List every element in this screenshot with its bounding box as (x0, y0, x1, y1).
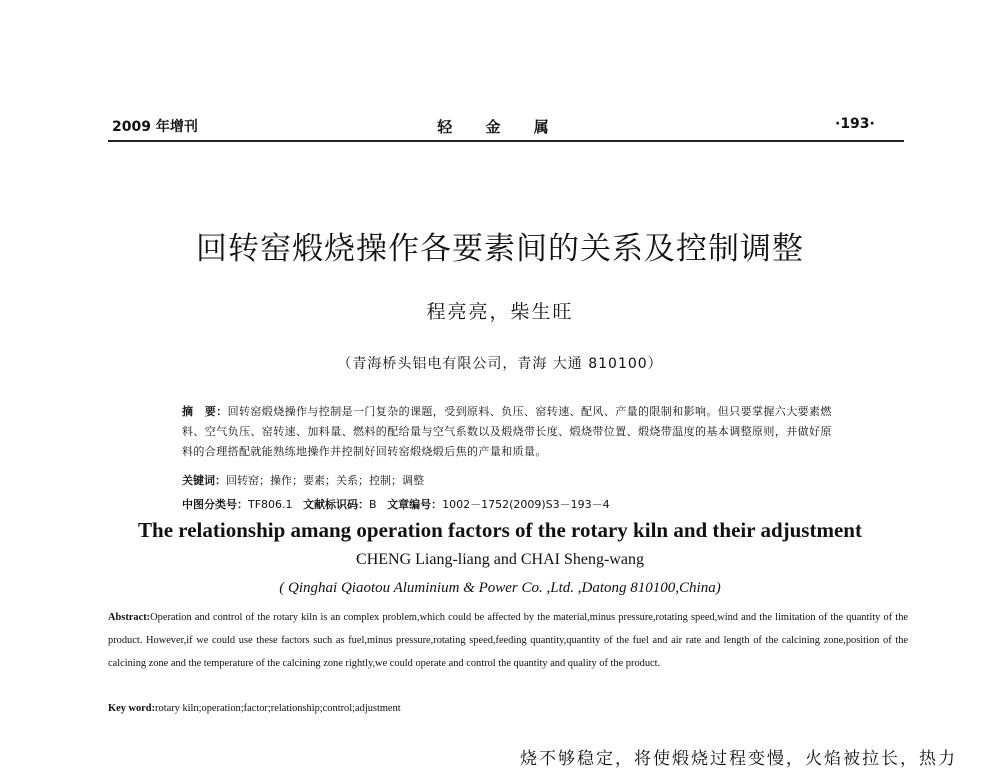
affiliation-chinese: （青海桥头铝电有限公司，青海 大通 810100） (337, 356, 663, 372)
authors-chinese: 程亮亮，柴生旺 (426, 301, 574, 323)
abstract-chinese-label: 摘 要： (182, 405, 228, 418)
classification-line (182, 496, 610, 512)
keywords-english-text: rotary kiln;operation;factor;relationship;control;adjustment (155, 703, 401, 714)
journal-name: 轻 金 属 (437, 118, 563, 136)
keywords-chinese-text: 回转窑；操作；要素；关系；控制；调整 (226, 474, 424, 487)
keywords-chinese (182, 472, 424, 488)
abstract-english (108, 606, 908, 675)
clc-label: 中图分类号： (182, 498, 248, 511)
journal-issue: 2009 年增刊 (112, 119, 198, 135)
title-english: The relationship amang operation factors of the rotary kiln and their adjustment (138, 518, 862, 542)
article-number-value: 1002－1752(2009)S3－193－4 (442, 498, 610, 511)
header-divider (108, 140, 904, 142)
abstract-english-label: Abstract: (108, 612, 151, 623)
keywords-chinese-label: 关键词： (182, 474, 226, 487)
abstract-chinese (182, 402, 842, 462)
affiliation-english: ( Qinghai Qiaotou Aluminium & Power Co. ,Ltd. ,Datong 810100,China) (279, 580, 721, 596)
abstract-chinese-text: 回转窑煅烧操作与控制是一门复杂的课题，受到原料、负压、窑转速、配风、产量的限制和影响。但只要掌握六大要素燃料、空气负压、窑转速、加料量、燃料的配给量与空气系数以及煅烧带长度、煅烧带位置、煅烧带温度的基本调整原则，并做好原料的合理搭配就能熟练地操作并控制好回转窑煅烧煅后焦的产量和质量。 (182, 405, 832, 458)
authors-english: CHENG Liang-liang and CHAI Sheng-wang (356, 551, 644, 568)
keywords-english-label: Key word: (108, 703, 156, 714)
body-text-fragment: 烧不够稳定，将使煅烧过程变慢，火焰被拉长，热力 (520, 749, 957, 769)
clc-value: TF806.1 (248, 498, 293, 511)
doc-code-label: 文献标识码： (303, 498, 370, 511)
article-number-label: 文章编号： (387, 498, 443, 511)
keywords-english (108, 703, 401, 714)
doc-code-value: B (369, 498, 377, 511)
abstract-english-text: Operation and control of the rotary kiln is an complex problem,which could be affected by the material,minus pressure,rotating speed,wind and the limitation of the quantity of the product. However,if we could use these factors such as fuel,minus pressure,rotating speed,feeding quantity,quantity of the fuel and air rate and length of the calcining zone,position of the calcining zone and the temperature of the calcining zone rightly,we could operate and control the quantity and quality of the product. (108, 612, 908, 669)
title-chinese: 回转窑煅烧操作各要素间的关系及控制调整 (196, 231, 804, 267)
page-number: ·193· (835, 116, 875, 132)
